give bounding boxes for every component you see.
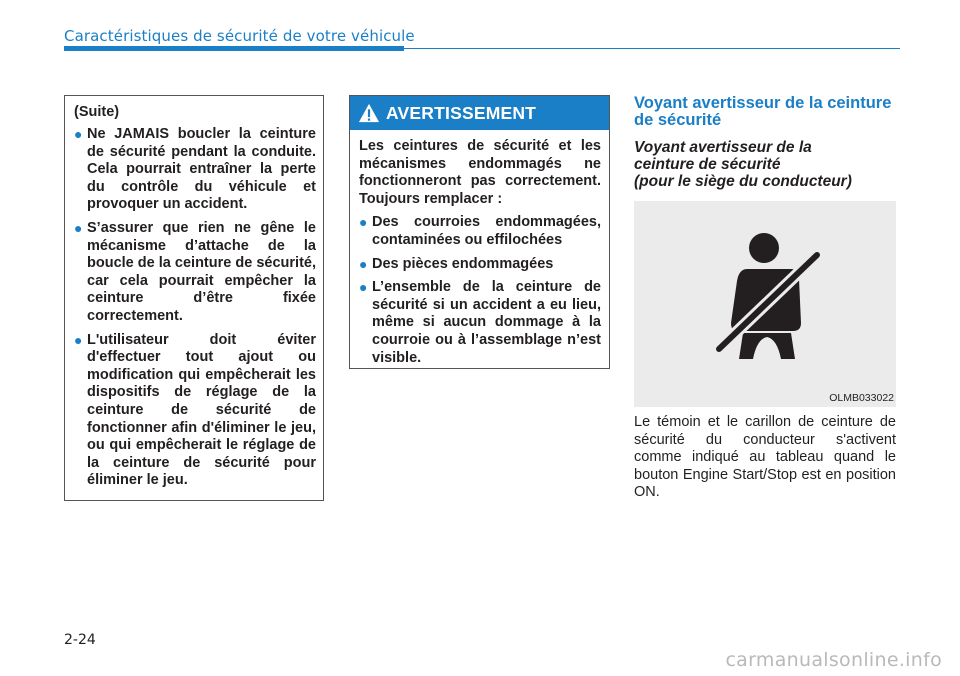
- warning-list: [74, 126, 316, 490]
- avertissement-list: [359, 214, 601, 367]
- bullet-icon: ●: [74, 331, 83, 348]
- page-number: 2-24: [64, 632, 96, 648]
- avertissement-header: [350, 96, 609, 130]
- section-subheading: Voyant avertisseur de la ceinture de sécurité (pour le siège du conducteur): [634, 139, 852, 190]
- seatbelt-indicator-image: [634, 201, 896, 407]
- avertissement-intro: Les ceintures de sécurité et les mécanismes endommagés ne fonctionneront pas correctement. Toujours remplacer :: [359, 138, 601, 207]
- description-paragraph: Le témoin et le carillon de ceinture de sécurité du conducteur s'activent comme indiqué au tableau quand le bouton Engine Start/Stop est en position ON.: [634, 414, 896, 501]
- right-column: [634, 95, 896, 190]
- bullet-icon: ●: [74, 126, 83, 142]
- section-heading: Voyant avertisseur de la ceinture de sécurité: [634, 94, 892, 129]
- header-rule: [404, 48, 900, 49]
- list-item: ● L’ensemble de la ceinture de sécurité si un accident a eu lieu, même si aucun dommage à la courroie ou à l’assemblage n’est visible.: [359, 279, 601, 366]
- continued-warning-box: [64, 95, 324, 501]
- list-item: ● Des courroies endommagées, contaminées ou effilochées: [359, 214, 601, 248]
- bullet-icon: ●: [359, 279, 368, 296]
- watermark: carmanualsonline.info: [725, 649, 942, 671]
- avertissement-body: [350, 130, 609, 367]
- section-header-title: Caractéristiques de sécurité de votre véhicule: [64, 27, 415, 45]
- seatbelt-warning-icon: [709, 231, 829, 363]
- bullet-icon: ●: [74, 219, 83, 236]
- avertissement-box: [349, 95, 610, 369]
- box-heading: (Suite): [74, 104, 120, 120]
- list-item: ● S’assurer que rien ne gêne le mécanisme d’attache de la boucle de la ceinture de sécurité, car cela pourrait empêcher la ceinture d’être fixée correctement.: [74, 219, 316, 324]
- avertissement-title: AVERTISSEMENT: [386, 102, 537, 123]
- list-item: ● Ne JAMAIS boucler la ceinture de sécurité pendant la conduite. Cela pourrait entraîner la perte du contrôle du véhicule et provoquer un accident.: [74, 126, 316, 213]
- list-item: ● L'utilisateur doit éviter d'effectuer tout ajout ou modification qui empêcherait les dispositifs de réglage de la ceinture de sécurité de fonctionner afin d'éliminer le jeu, ou qui empêcherait le réglage de la ceinture de sécurité pour éliminer le jeu.: [74, 331, 316, 489]
- header-accent-bar: [64, 46, 404, 51]
- bullet-icon: ●: [359, 255, 368, 272]
- image-reference-code: OLMB033022: [829, 392, 894, 404]
- bullet-icon: ●: [359, 214, 368, 231]
- list-item: ● Des pièces endommagées: [359, 255, 554, 272]
- warning-triangle-icon: [358, 102, 380, 124]
